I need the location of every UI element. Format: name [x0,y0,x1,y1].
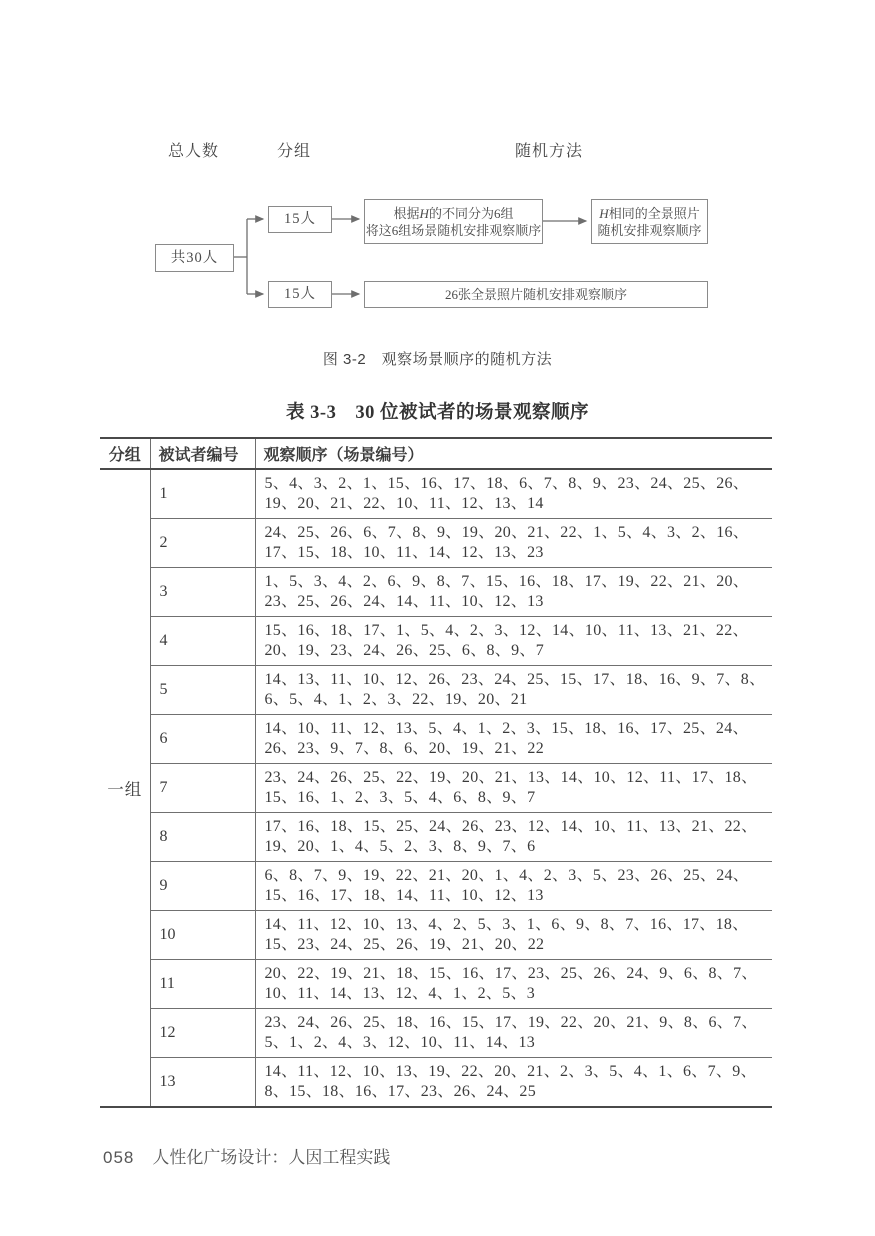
method2-box: 26张全景照片随机安排观察顺序 [364,281,708,308]
table-row [100,1058,772,1108]
group2-box: 15人 [268,281,332,308]
table-row [100,715,772,764]
observation-sequence: 6、8、7、9、19、22、21、20、1、4、2、3、5、23、26、25、24、15、16、17、18、14、11、10、12、13 [255,862,772,911]
observation-sequence: 20、22、19、21、18、15、16、17、23、25、26、24、9、6、8、7、10、11、14、13、12、4、1、2、5、3 [255,960,772,1009]
subject-id: 7 [150,764,255,813]
method1-line1: 根据H的不同分为6组 [393,205,514,221]
table-row [100,519,772,568]
observation-sequence: 1、5、3、4、2、6、9、8、7、15、16、18、17、19、22、21、20、23、25、26、24、14、11、10、12、13 [255,568,772,617]
method1-box [364,199,543,244]
subject-id: 4 [150,617,255,666]
observation-sequence: 14、13、11、10、12、26、23、24、25、15、17、18、16、9、7、8、6、5、4、1、2、3、22、19、20、21 [255,666,772,715]
table-title: 表 3-3 30 位被试者的场景观察顺序 [286,403,589,423]
book-title: 人性化广场设计：人因工程实践 [152,1148,391,1167]
observation-sequence: 14、11、12、10、13、19、22、20、21、2、3、5、4、1、6、7、9、8、15、18、16、17、23、26、24、25 [264,1062,757,1100]
subject-id: 13 [150,1058,255,1108]
page-number: 058 [103,1148,135,1167]
group1-box: 15人 [268,206,332,233]
observation-sequence: 24、25、26、6、7、8、9、19、20、21、22、1、5、4、3、2、16、17、15、18、10、11、14、12、13、23 [255,519,772,568]
table-row [100,617,772,666]
observation-order-table [100,437,772,1108]
method1-result-line2: 随机安排观察顺序 [597,222,702,238]
table-row [100,666,772,715]
observation-sequence: 23、24、26、25、18、16、15、17、19、22、20、21、9、8、6、7、5、1、2、4、3、12、10、11、14、13 [255,1009,772,1058]
method1-line2: 将这6组场景随机安排观察顺序 [365,222,542,238]
diagram-header-total: 总人数 [168,143,220,160]
subject-id: 8 [150,813,255,862]
observation-sequence: 5、4、3、2、1、15、16、17、18、6、7、8、9、23、24、25、26、19、20、21、22、10、11、12、13、14 [255,469,772,519]
subject-id: 5 [150,666,255,715]
subject-id: 10 [150,911,255,960]
figure-caption: 图 3-2 观察场景顺序的随机方法 [322,351,553,368]
header-group: 分组 [100,438,150,469]
diagram-header-group: 分组 [277,143,312,160]
table-row [100,911,772,960]
table-row [100,568,772,617]
observation-sequence: 17、16、18、15、25、24、26、23、12、14、10、11、13、21、22、19、20、1、4、5、2、3、8、9、7、6 [255,813,772,862]
subject-id: 11 [150,960,255,1009]
observation-sequence: 23、24、26、25、22、19、20、21、13、14、10、12、11、17、18、15、16、1、2、3、5、4、6、8、9、7 [255,764,772,813]
subject-id: 2 [150,519,255,568]
group-label: 一组 [100,469,150,1107]
table-row [100,764,772,813]
subject-id: 3 [150,568,255,617]
page-footer [103,1143,390,1168]
table-row [100,1009,772,1058]
table-row [100,960,772,1009]
subject-id: 6 [150,715,255,764]
subject-id: 1 [150,469,255,519]
header-subject-id: 被试者编号 [150,438,255,469]
observation-sequence: 14、10、11、12、13、5、4、1、2、3、15、18、16、17、25、24、26、23、9、7、8、6、20、19、21、22 [255,715,772,764]
total-people-box: 共30人 [155,244,234,272]
table-row [100,862,772,911]
table-header-row [100,438,772,469]
subject-id: 9 [150,862,255,911]
table-row [100,813,772,862]
subject-id: 12 [150,1009,255,1058]
diagram-header-method: 随机方法 [515,143,584,160]
observation-sequence: 14、11、12、10、13、4、2、5、3、1、6、9、8、7、16、17、18、15、23、24、25、26、19、21、20、22 [255,911,772,960]
header-sequence: 观察顺序（场景编号） [255,438,772,469]
observation-sequence: 15、16、18、17、1、5、4、2、3、12、14、10、11、13、21、22、20、19、23、24、26、25、6、8、9、7 [255,617,772,666]
method1-result-line1: H相同的全景照片 [599,205,700,221]
method1-result-box [591,199,708,244]
table-row [100,469,772,519]
